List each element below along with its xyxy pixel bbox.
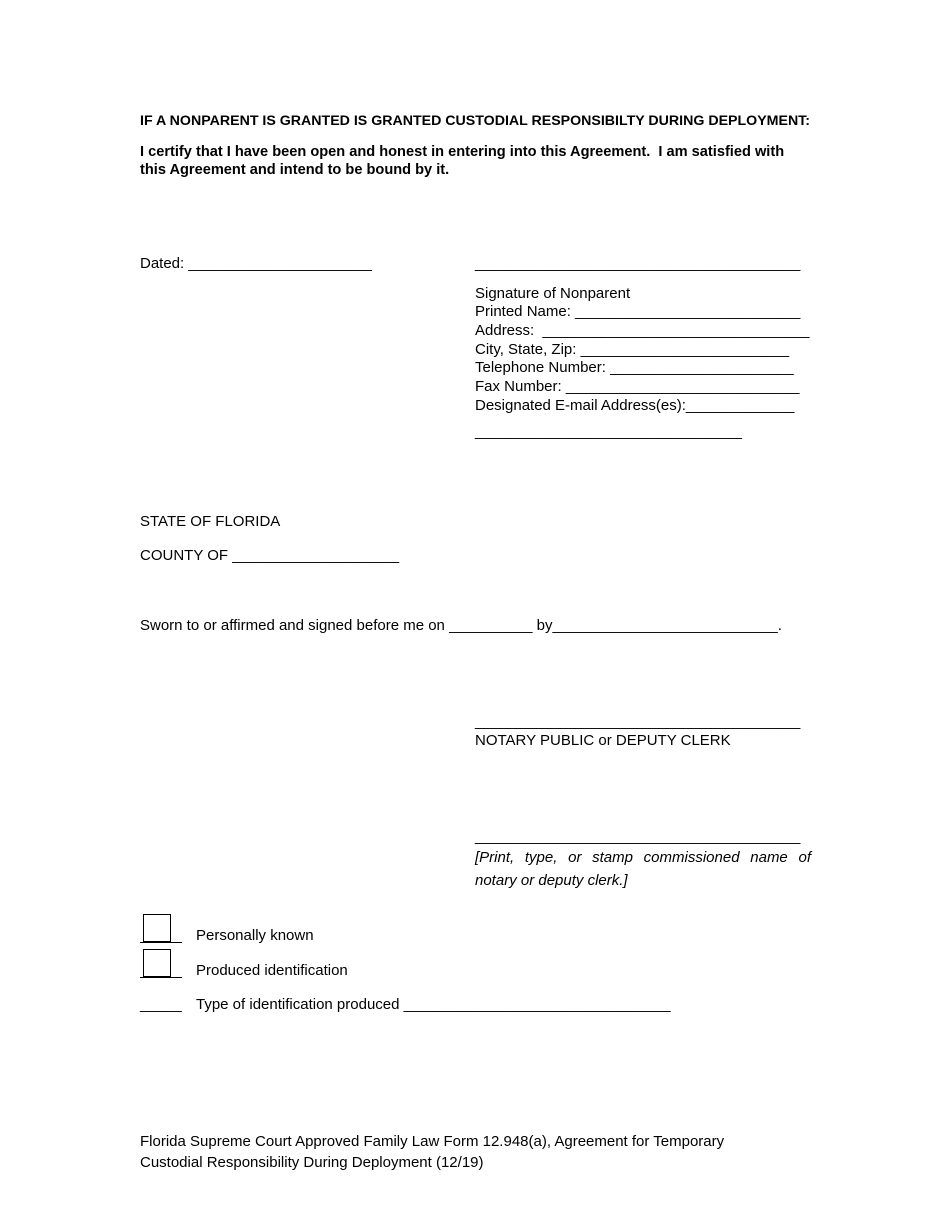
printed-name-field[interactable]: Printed Name: ___________________________ [475,303,801,320]
email-field[interactable]: Designated E-mail Address(es):_____________ [475,397,795,414]
signature-label: Signature of Nonparent [475,285,631,302]
footer-line-2: Custodial Responsibility During Deployment (12/19) [140,1154,484,1171]
notary-label: NOTARY PUBLIC or DEPUTY CLERK [475,732,731,749]
state-label: STATE OF FLORIDA [140,513,281,530]
personally-known-underline [140,942,182,943]
notary-instruction: [Print, type, or stamp commissioned name of notary or deputy clerk.] [475,849,811,889]
email-continuation-field[interactable]: ________________________________ [475,423,742,440]
identification-type-field[interactable]: Type of identification produced ________________________________ [196,996,671,1013]
personally-known-checkbox[interactable] [143,914,171,942]
form-heading: IF A NONPARENT IS GRANTED IS GRANTED CUSTODIAL RESPONSIBILTY DURING DEPLOYMENT: [140,113,811,129]
personally-known-label: Personally known [196,927,314,944]
telephone-field[interactable]: Telephone Number: ______________________ [475,359,794,376]
produced-identification-label: Produced identification [196,962,348,979]
city-state-zip-field[interactable]: City, State, Zip: _________________________ [475,341,790,358]
sworn-statement[interactable]: Sworn to or affirmed and signed before me on __________ by___________________________. [140,617,782,634]
certification-line-2: this Agreement and intend to be bound by it. [140,162,450,178]
produced-identification-underline [140,977,182,978]
footer-line-1: Florida Supreme Court Approved Family Law Form 12.948(a), Agreement for Temporary [140,1133,725,1150]
notary-name-line[interactable]: _______________________________________ [475,828,801,845]
notary-signature-line[interactable]: _______________________________________ [475,713,801,730]
dated-field[interactable]: Dated: ______________________ [140,255,372,272]
address-field[interactable]: Address: ________________________________ [475,322,810,339]
nonparent-signature-line[interactable]: _______________________________________ [475,255,801,272]
fax-field[interactable]: Fax Number: ____________________________ [475,378,800,395]
county-field[interactable]: COUNTY OF ____________________ [140,547,400,564]
produced-identification-checkbox[interactable] [143,949,171,977]
certification-line-1: I certify that I have been open and honest in entering into this Agreement. I am satisfied with [140,144,785,160]
identification-type-blank[interactable]: _____ [140,996,182,1013]
